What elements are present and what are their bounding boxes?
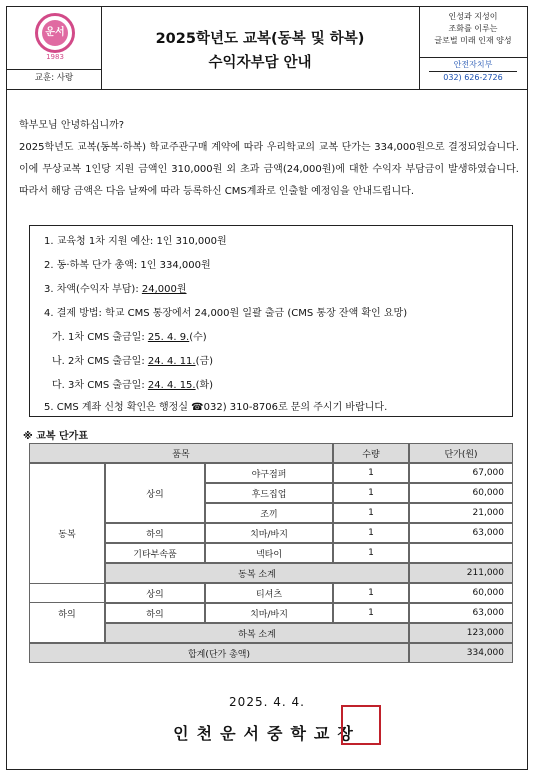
notice-item-2: 2. 동·하복 단가 총액: 1인 334,000원	[44, 260, 211, 271]
withdraw-label-3: 다. 3차 CMS 출금일:	[52, 380, 148, 391]
cat-accessory: 기타부속품	[105, 543, 205, 563]
cat-bottom: 하의	[105, 603, 205, 623]
header-right	[419, 7, 527, 89]
item-qty: 1	[333, 463, 409, 483]
cat-top: 상의	[105, 463, 205, 523]
item-name: 후드집업	[205, 483, 333, 503]
slogan-line-2: 조화를 이루는	[448, 24, 498, 33]
col-header-qty: 수량	[333, 443, 409, 463]
official-seal-icon	[341, 705, 381, 745]
group-summer: 하의	[29, 583, 105, 643]
notice-item-3-label: 3. 차액(수익자 부담):	[44, 284, 142, 295]
logo-sub: 1983	[46, 53, 64, 61]
withdraw-day-1: (수)	[189, 332, 207, 343]
item-name: 치마/바지	[205, 603, 333, 623]
item-qty: 1	[333, 523, 409, 543]
group-winter: 동복	[29, 463, 105, 603]
table-title: ※ 교복 단가표	[23, 431, 88, 442]
title-line-1: 2025학년도 교복(동복 및 하복)	[155, 31, 365, 47]
withdraw-date-2	[52, 352, 213, 367]
notice-item-3-value: 24,000원	[141, 284, 187, 295]
notice-item-3	[44, 280, 187, 295]
header	[7, 7, 527, 89]
withdraw-date-1	[52, 328, 207, 343]
issue-date: 2025. 4. 4.	[229, 695, 305, 709]
withdraw-label-2: 나. 2차 CMS 출금일:	[52, 356, 148, 367]
withdraw-value-1: 25. 4. 9.	[147, 332, 190, 343]
cat-top: 상의	[105, 583, 205, 603]
total-amount: 334,000	[409, 643, 513, 663]
slogan-line-1: 인성과 지성이	[448, 12, 498, 21]
notice-box	[29, 225, 513, 417]
withdraw-day-2: (금)	[195, 356, 214, 367]
item-qty: 1	[333, 583, 409, 603]
item-name: 조끼	[205, 503, 333, 523]
title-line-2: 수익자부담 안내	[208, 55, 312, 71]
item-name: 티셔츠	[205, 583, 333, 603]
cat-bottom: 하의	[105, 523, 205, 543]
col-header-price: 단가(원)	[409, 443, 513, 463]
item-qty: 1	[333, 503, 409, 523]
item-price: 60,000	[409, 483, 513, 503]
winter-subtotal: 211,000	[409, 563, 513, 583]
greeting: 학부모님 안녕하십니까?	[19, 120, 125, 131]
item-qty: 1	[333, 483, 409, 503]
item-name: 치마/바지	[205, 523, 333, 543]
col-header-item: 품목	[29, 443, 333, 463]
notice-item-4: 4. 결제 방법: 학교 CMS 통장에서 24,000원 일괄 출금 (CMS 통장 잔액 확인 요망)	[44, 308, 408, 319]
notice-item-1: 1. 교육청 1차 지원 예산: 1인 310,000원	[44, 236, 227, 247]
item-price: 63,000	[409, 523, 513, 543]
uniform-price-table	[29, 443, 513, 660]
summer-subtotal-label: 하복 소계	[105, 623, 409, 643]
withdraw-value-3: 24. 4. 15.	[147, 380, 196, 391]
item-price: 67,000	[409, 463, 513, 483]
item-name: 야구점퍼	[205, 463, 333, 483]
withdraw-date-3	[52, 376, 213, 391]
item-qty: 1	[333, 603, 409, 623]
logo-text: 운서	[42, 20, 68, 46]
notice-item-5: 5. CMS 계좌 신청 확인은 행정실 ☎032) 310-8706로 문의 주시기 바랍니다.	[44, 402, 388, 413]
phone-number: 032) 626-2726	[443, 73, 503, 82]
intro-paragraph: 2025학년도 교복(동복·하복) 학교주관구매 계약에 따라 우리학교의 교복 단가는 334,000원으로 결정되었습니다. 이에 무상교복 1인당 지원 금액인 310,000원 외 초과 금액(24,000원)에 대한 수익자 부담금이 발생하였습니다. 따라서 해당 금액은 다음 날짜에 따라 등록하신 CMS계좌로 인출할 예정임을 안내드립니다.	[19, 142, 519, 197]
item-price: 63,000	[409, 603, 513, 623]
item-price	[409, 543, 513, 563]
withdraw-value-2: 24. 4. 11.	[147, 356, 196, 367]
slogan-line-3: 글로벌 미래 인재 양성	[434, 36, 512, 45]
slogan	[419, 11, 527, 47]
document-title	[101, 7, 420, 89]
total-label: 합계(단가 총액)	[29, 643, 409, 663]
item-price: 60,000	[409, 583, 513, 603]
withdraw-label-1: 가. 1차 CMS 출금일:	[52, 332, 148, 343]
item-qty: 1	[333, 543, 409, 563]
winter-subtotal-label: 동복 소계	[105, 563, 409, 583]
school-logo-icon	[35, 13, 75, 53]
item-name: 넥타이	[205, 543, 333, 563]
logo-area	[7, 7, 102, 89]
item-price: 21,000	[409, 503, 513, 523]
school-principal: 인천운서중학교장	[173, 724, 361, 743]
department: 안전자치부	[453, 60, 493, 69]
withdraw-day-3: (화)	[195, 380, 214, 391]
school-motto: 교훈: 사랑	[34, 73, 74, 83]
summer-subtotal: 123,000	[409, 623, 513, 643]
notice-page	[6, 6, 528, 770]
